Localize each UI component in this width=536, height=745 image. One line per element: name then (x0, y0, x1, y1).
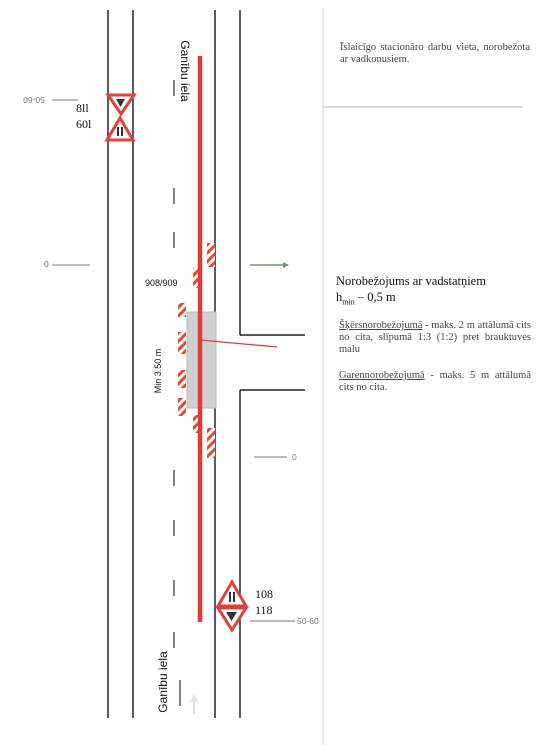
height-min-label (336, 290, 396, 307)
warning-sign-road-narrows-icon (107, 118, 133, 140)
barrier-code-label: 908/909 (145, 278, 178, 288)
height-min-sub: min (342, 297, 355, 307)
height-min-value: – 0,5 m (354, 290, 396, 304)
street-name-top: Ganību iela (178, 40, 192, 102)
warning-sign-road-narrows-icon (218, 582, 246, 606)
faint-arrow-icon (190, 694, 198, 714)
barrier-title: Norobežojums ar vadstatņiem (336, 274, 486, 288)
stripe (193, 415, 198, 433)
sign-code: 118 (255, 603, 273, 617)
speed-label-rotated: 50-60 (23, 95, 45, 105)
sign-code: 108 (255, 587, 273, 601)
stripe (193, 268, 198, 288)
stripe (207, 428, 215, 458)
distance-zero-left: 0 (44, 259, 49, 269)
stripe (178, 398, 186, 416)
stripe (178, 332, 186, 354)
long-barrier-term: Garennorobežojumā (339, 370, 425, 381)
stripe (207, 243, 215, 267)
long-barrier-note (339, 370, 531, 394)
direction-arrow (250, 262, 289, 268)
stripe (178, 370, 186, 388)
cross-barrier-term: Šķērsnorobežojumā (339, 320, 423, 331)
cross-barrier-text: - maks. 2 m attālumā cits no cita, slīpumā 1:3 (1:2) pret brauktuves malu (339, 320, 531, 355)
long-barrier-text: - maks. 5 m attālumā cits no cita. (339, 370, 531, 393)
speed-label: 50-60 (297, 616, 319, 626)
stripe (178, 303, 186, 317)
centre-dashes (174, 80, 180, 706)
cross-barrier-note (339, 320, 531, 356)
street-name-bottom: Ganību iela (156, 651, 170, 713)
warning-sign-roadworks-icon (218, 608, 246, 630)
height-min-prefix: h (336, 290, 343, 304)
warning-sign-children-icon (108, 95, 134, 114)
distance-zero-right: 0 (292, 452, 297, 462)
top-note: Īslaicīgo stacionāro darbu vieta, norobežota ar vadkonusiem. (340, 42, 530, 65)
width-label: Min 3.50 m (153, 348, 163, 394)
sign-code: 60l (76, 117, 92, 131)
sign-code: 8ll (76, 101, 89, 115)
